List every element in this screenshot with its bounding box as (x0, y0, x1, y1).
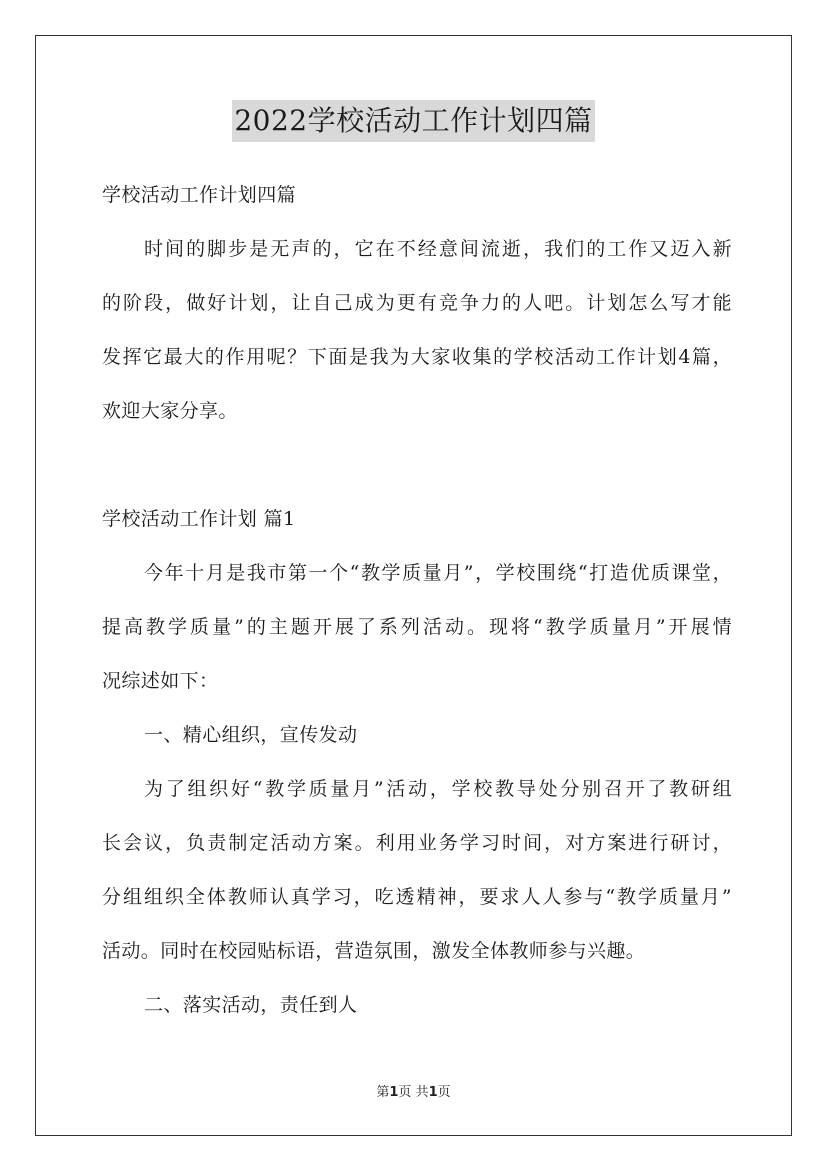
page-footer (0, 1081, 827, 1100)
footer-mid: 页 共 (398, 1085, 429, 1100)
footer-page-number: 1 (389, 1085, 399, 1100)
document-title-text: 2022学校活动工作计划四篇 (232, 100, 594, 142)
footer-prefix: 第 (376, 1085, 390, 1100)
footer-suffix: 页 (437, 1085, 451, 1100)
blank-line (102, 438, 732, 492)
paragraph-line: 况综述如下： (102, 670, 219, 692)
paragraph-line: 分组组织全体教师认真学习，吃透精神，要求人人参与“教学质量月” (102, 886, 732, 908)
document-title (0, 100, 827, 142)
paragraph-line: 长会议，负责制定活动方案。利用业务学习时间，对方案进行研讨， (102, 832, 732, 854)
paragraph-line: 发挥它最大的作用呢？下面是我为大家收集的学校活动工作计划4篇， (102, 346, 732, 368)
paragraph-line: 的阶段，做好计划，让自己成为更有竞争力的人吧。计划怎么写才能 (102, 292, 732, 314)
document-body (102, 168, 732, 1032)
paragraph-line: 提高教学质量”的主题开展了系列活动。现将“教学质量月”开展情 (102, 616, 732, 638)
paragraph-line: 活动。同时在校园贴标语，营造氛围，激发全体教师参与兴趣。 (102, 940, 646, 962)
subsection-heading: 二、落实活动，责任到人 (144, 994, 358, 1016)
paragraph-line: 为了组织好“教学质量月”活动，学校教导处分别召开了教研组 (144, 778, 732, 800)
footer-total-pages: 1 (428, 1085, 438, 1100)
section-heading: 学校活动工作计划 篇1 (102, 508, 296, 530)
paragraph-line: 今年十月是我市第一个“教学质量月”，学校围绕“打造优质课堂， (144, 562, 732, 584)
paragraph-line: 欢迎大家分享。 (102, 400, 238, 422)
section-heading: 学校活动工作计划四篇 (102, 184, 297, 206)
subsection-heading: 一、精心组织，宣传发动 (144, 724, 358, 746)
paragraph-line: 时间的脚步是无声的，它在不经意间流逝，我们的工作又迈入新 (144, 238, 732, 260)
